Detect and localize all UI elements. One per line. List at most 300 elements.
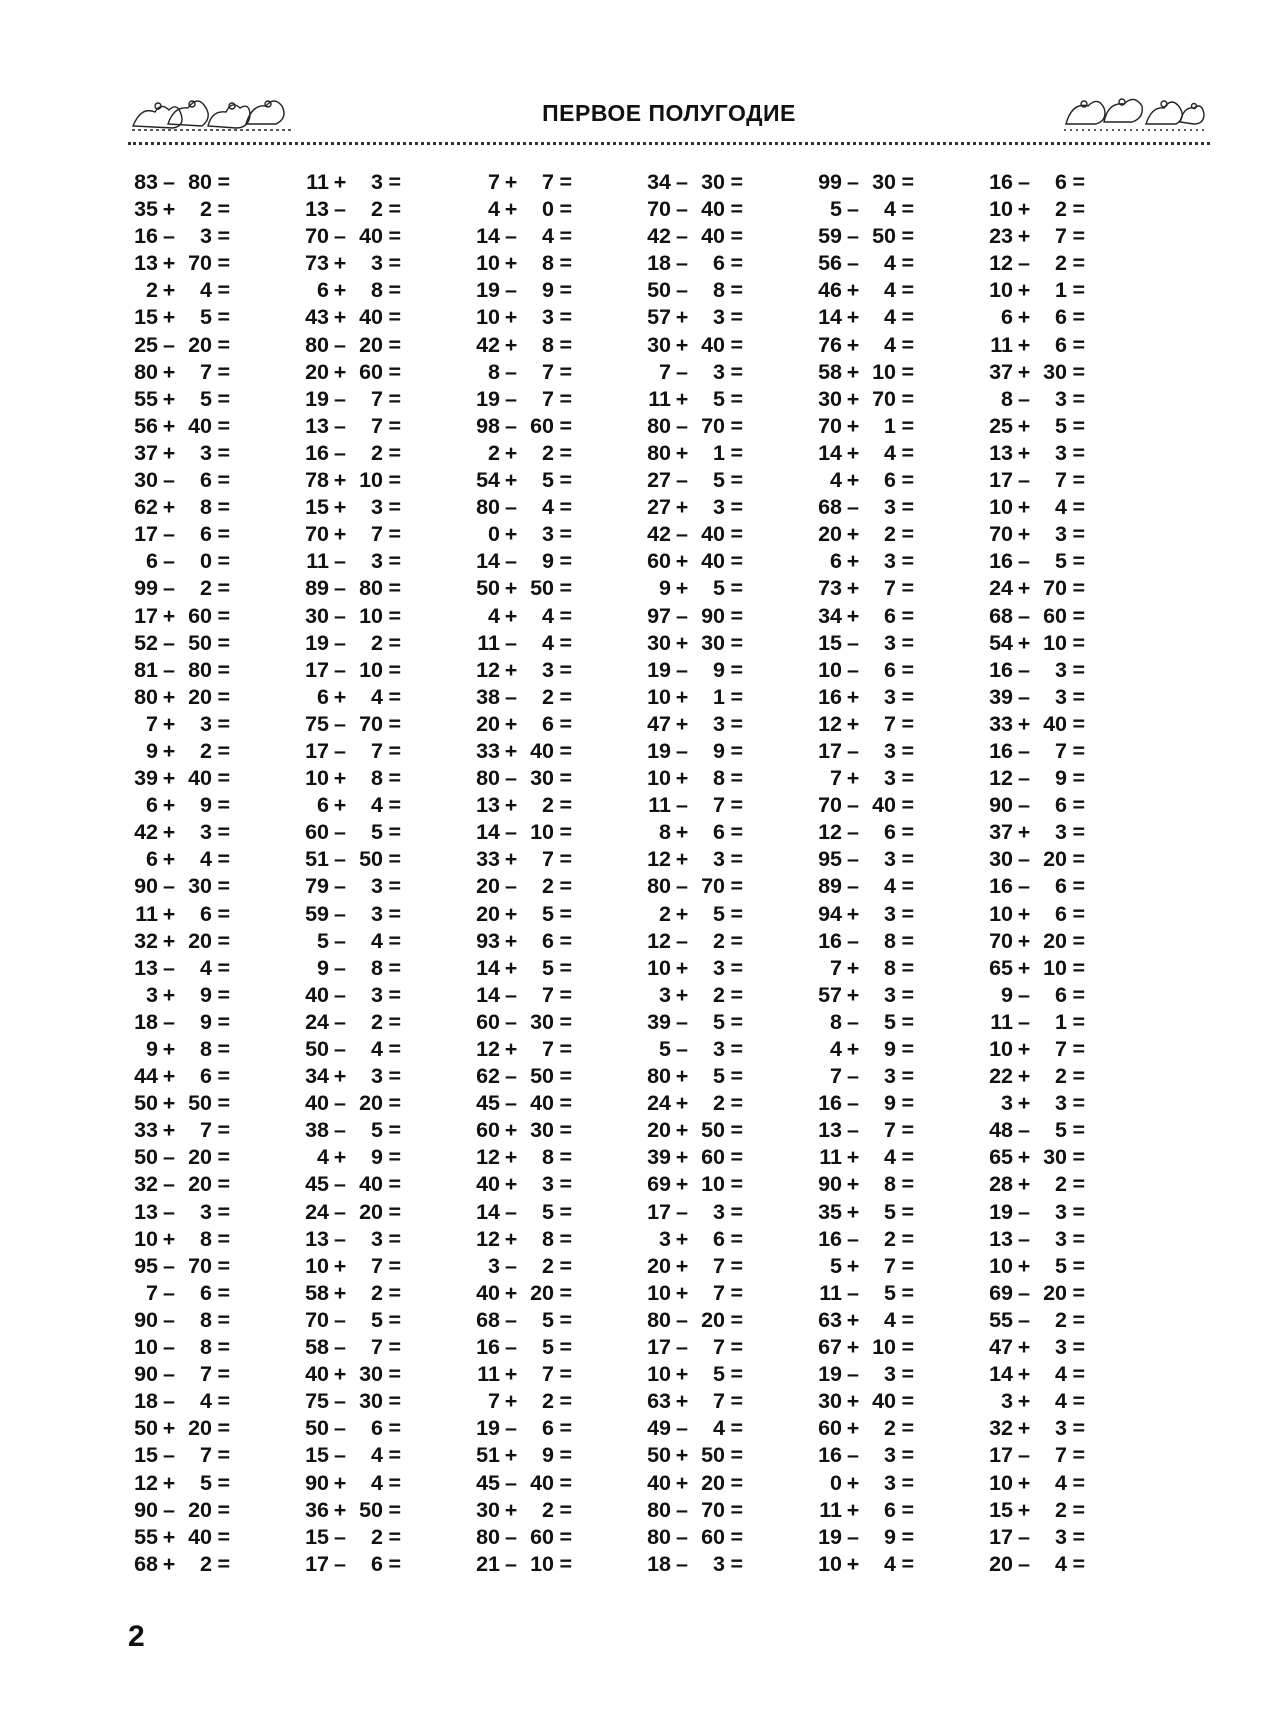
exercise: 4 + 9 = xyxy=(830,1037,914,1061)
exercise: 22 + 2 = xyxy=(989,1064,1085,1089)
exercise: 83 – 80 = xyxy=(134,170,230,194)
exercise: 10 + 8 = xyxy=(305,766,401,791)
exercise: 90 – 6 = xyxy=(989,793,1085,818)
exercise: 55 + 40 = xyxy=(134,1524,230,1549)
exercise: 69 + 10 = xyxy=(647,1172,743,1197)
exercise: 19 – 7 = xyxy=(476,386,572,411)
exercise: 70 + 20 = xyxy=(989,928,1085,953)
exercise: 12 + 5 = xyxy=(134,1470,230,1495)
exercise: 13 – 3 = xyxy=(989,1226,1085,1251)
exercise: 80 – 30 = xyxy=(476,766,572,791)
exercise: 3 – 2 = xyxy=(488,1253,572,1278)
exercise: 50 + 50 = xyxy=(476,576,572,601)
exercise: 13 + 3 = xyxy=(989,440,1085,465)
exercise: 30 – 10 = xyxy=(305,603,401,628)
exercise: 98 – 60 = xyxy=(476,413,572,438)
exercise: 50 + 20 = xyxy=(134,1416,230,1441)
exercise: 34 – 30 = xyxy=(647,170,743,194)
exercise: 58 + 10 = xyxy=(818,359,914,384)
exercise: 11 + 5 = xyxy=(648,386,743,411)
exercise: 11 – 7 = xyxy=(648,793,743,818)
exercise: 17 – 7 = xyxy=(989,1443,1085,1468)
exercise: 70 – 40 = xyxy=(818,793,914,818)
exercise: 11 + 6 = xyxy=(819,1497,914,1522)
exercise: 73 + 3 = xyxy=(305,251,401,276)
exercise: 33 + 40 = xyxy=(476,738,572,763)
exercise: 24 – 2 = xyxy=(305,1009,401,1034)
exercise: 68 – 3 = xyxy=(818,495,914,520)
exercise: 5 – 3 = xyxy=(659,1037,743,1061)
exercise-column xyxy=(299,169,469,1578)
exercise: 14 – 10 = xyxy=(476,820,572,845)
exercise: 89 – 80 = xyxy=(305,576,401,601)
exercise: 16 – 6 = xyxy=(989,874,1085,899)
exercise: 6 + 4 = xyxy=(146,847,230,872)
exercise: 12 – 9 = xyxy=(989,766,1085,791)
exercise: 8 – 5 = xyxy=(830,1009,914,1034)
exercise: 99 – 2 = xyxy=(134,576,230,601)
exercise: 70 – 40 = xyxy=(647,197,743,222)
exercise: 58 + 2 = xyxy=(305,1280,401,1305)
exercise: 10 + 4 = xyxy=(989,495,1085,520)
exercise: 25 – 20 = xyxy=(134,332,230,357)
exercise: 42 – 40 = xyxy=(647,522,743,547)
exercise: 6 + 4 = xyxy=(317,684,401,709)
exercise: 19 – 6 = xyxy=(476,1416,572,1441)
exercise-column xyxy=(641,169,811,1578)
exercise: 10 – 8 = xyxy=(134,1335,230,1360)
exercise: 5 + 7 = xyxy=(830,1253,914,1278)
exercise: 4 + 0 = xyxy=(488,197,572,222)
exercise: 10 + 7 = xyxy=(989,1037,1085,1061)
exercise: 78 + 10 = xyxy=(305,468,401,493)
exercise: 3 + 9 = xyxy=(146,982,230,1007)
exercise: 10 + 7 = xyxy=(305,1253,401,1278)
exercise: 24 + 2 = xyxy=(647,1091,743,1116)
exercise: 6 + 6 = xyxy=(1001,305,1085,330)
exercise: 56 + 40 = xyxy=(134,413,230,438)
exercise: 6 + 9 = xyxy=(146,793,230,818)
exercise: 16 – 3 = xyxy=(989,657,1085,682)
exercise: 38 – 5 = xyxy=(305,1118,401,1143)
exercise: 16 – 2 = xyxy=(305,440,401,465)
exercise: 7 + 3 = xyxy=(830,766,914,791)
exercise: 33 + 40 = xyxy=(989,711,1085,736)
exercise: 20 + 5 = xyxy=(476,901,572,926)
exercise: 57 + 3 = xyxy=(647,305,743,330)
page-title: ПЕРВОЕ ПОЛУГОДИЕ xyxy=(542,100,796,126)
exercise: 68 – 60 = xyxy=(989,603,1085,628)
exercise: 63 + 4 = xyxy=(818,1307,914,1332)
exercise: 13 + 70 = xyxy=(134,251,230,276)
exercise: 44 + 6 = xyxy=(134,1064,230,1089)
exercise: 68 – 5 = xyxy=(476,1307,572,1332)
exercise: 18 – 6 = xyxy=(647,251,743,276)
exercise: 55 + 5 = xyxy=(134,386,230,411)
exercise: 60 + 30 = xyxy=(476,1118,572,1143)
exercise: 32 + 20 = xyxy=(134,928,230,953)
exercise: 20 – 4 = xyxy=(989,1551,1085,1576)
exercise: 6 + 8 = xyxy=(317,278,401,303)
exercise: 20 + 50 = xyxy=(647,1118,743,1143)
exercise: 59 – 3 = xyxy=(305,901,401,926)
exercise: 35 + 2 = xyxy=(134,197,230,222)
exercise: 14 – 9 = xyxy=(476,549,572,574)
exercise: 56 – 4 = xyxy=(818,251,914,276)
exercise: 60 – 5 = xyxy=(305,820,401,845)
exercise: 90 – 30 = xyxy=(134,874,230,899)
page-number: 2 xyxy=(128,1620,145,1653)
exercise: 16 – 5 = xyxy=(476,1335,572,1360)
exercise: 37 + 3 = xyxy=(989,820,1085,845)
exercise: 37 + 3 = xyxy=(134,440,230,465)
exercise: 37 + 30 = xyxy=(989,359,1085,384)
exercise: 9 – 8 = xyxy=(317,955,401,980)
exercise: 3 + 6 = xyxy=(659,1226,743,1251)
exercise: 13 – 3 = xyxy=(134,1199,230,1224)
exercise: 75 – 30 = xyxy=(305,1389,401,1414)
exercise: 60 + 40 = xyxy=(647,549,743,574)
exercise: 19 – 9 = xyxy=(647,657,743,682)
exercise: 15 – 7 = xyxy=(134,1443,230,1468)
exercise: 76 + 4 = xyxy=(818,332,914,357)
exercise: 12 + 8 = xyxy=(476,1145,572,1170)
exercise: 10 + 8 = xyxy=(476,251,572,276)
exercise: 17 – 6 = xyxy=(305,1551,401,1576)
exercise: 30 – 20 = xyxy=(989,847,1085,872)
exercise: 49 – 4 = xyxy=(647,1416,743,1441)
exercise: 23 + 7 = xyxy=(989,224,1085,249)
exercise: 17 – 7 = xyxy=(305,738,401,763)
exercise: 33 + 7 = xyxy=(134,1118,230,1143)
exercise: 16 – 8 = xyxy=(818,928,914,953)
exercise: 5 – 4 = xyxy=(317,928,401,953)
exercise: 62 + 8 = xyxy=(134,495,230,520)
exercise: 90 + 4 = xyxy=(305,1470,401,1495)
exercise: 32 – 20 = xyxy=(134,1172,230,1197)
exercise-column xyxy=(470,169,640,1578)
exercise: 33 + 7 = xyxy=(476,847,572,872)
exercise: 40 – 3 = xyxy=(305,982,401,1007)
exercise: 68 + 2 = xyxy=(134,1551,230,1576)
exercise: 80 – 20 = xyxy=(647,1307,743,1332)
exercise: 5 – 4 = xyxy=(830,197,914,222)
exercise: 30 + 30 = xyxy=(647,630,743,655)
exercise: 16 – 5 = xyxy=(989,549,1085,574)
exercise: 45 – 40 = xyxy=(476,1091,572,1116)
exercise: 4 + 9 = xyxy=(317,1145,401,1170)
exercise: 30 + 2 = xyxy=(476,1497,572,1522)
exercise: 27 + 3 = xyxy=(647,495,743,520)
exercise: 99 – 30 = xyxy=(818,170,914,194)
exercise: 17 – 3 = xyxy=(989,1524,1085,1549)
exercise: 94 + 3 = xyxy=(818,901,914,926)
exercise: 19 – 3 = xyxy=(989,1199,1085,1224)
exercise: 58 – 7 = xyxy=(305,1335,401,1360)
exercise: 10 + 1 = xyxy=(647,684,743,709)
exercise: 10 + 8 = xyxy=(134,1226,230,1251)
exercise: 80 – 70 = xyxy=(647,874,743,899)
exercise: 40 + 20 = xyxy=(647,1470,743,1495)
exercise: 27 – 5 = xyxy=(647,468,743,493)
exercise: 17 + 60 = xyxy=(134,603,230,628)
exercise: 60 + 2 = xyxy=(818,1416,914,1441)
exercise: 12 – 6 = xyxy=(818,820,914,845)
exercise: 7 – 3 = xyxy=(659,359,743,384)
exercise: 9 + 8 = xyxy=(146,1037,230,1061)
exercise: 7 + 2 = xyxy=(488,1389,572,1414)
exercise: 12 + 7 = xyxy=(818,711,914,736)
exercise: 81 – 80 = xyxy=(134,657,230,682)
exercise: 75 – 70 = xyxy=(305,711,401,736)
exercise: 10 + 4 = xyxy=(818,1551,914,1576)
exercise: 14 – 7 = xyxy=(476,982,572,1007)
exercise: 9 – 6 = xyxy=(1001,982,1085,1007)
exercise: 16 – 6 = xyxy=(989,170,1085,194)
exercise: 52 – 50 = xyxy=(134,630,230,655)
exercise: 35 + 5 = xyxy=(818,1199,914,1224)
exercise: 30 + 40 = xyxy=(818,1389,914,1414)
exercise: 7 + 8 = xyxy=(830,955,914,980)
exercise: 15 – 3 = xyxy=(818,630,914,655)
exercise: 14 + 4 = xyxy=(818,305,914,330)
exercise: 63 + 7 = xyxy=(647,1389,743,1414)
exercise: 6 – 0 = xyxy=(146,549,230,574)
exercise: 50 – 6 = xyxy=(305,1416,401,1441)
exercise: 3 + 2 = xyxy=(659,982,743,1007)
exercise: 13 – 3 = xyxy=(305,1226,401,1251)
exercise: 95 – 3 = xyxy=(818,847,914,872)
exercise: 40 + 3 = xyxy=(476,1172,572,1197)
exercise: 7 – 3 = xyxy=(830,1064,914,1089)
exercise: 28 + 2 = xyxy=(989,1172,1085,1197)
exercise: 65 + 10 = xyxy=(989,955,1085,980)
exercise: 20 – 2 = xyxy=(476,874,572,899)
exercise: 11 + 3 = xyxy=(306,170,401,194)
exercise: 45 – 40 = xyxy=(305,1172,401,1197)
exercise: 50 – 8 = xyxy=(647,278,743,303)
exercise: 70 + 1 = xyxy=(818,413,914,438)
exercise: 34 + 3 = xyxy=(305,1064,401,1089)
exercise: 80 – 60 = xyxy=(476,1524,572,1549)
exercise: 2 + 4 = xyxy=(146,278,230,303)
exercise: 13 – 2 = xyxy=(305,197,401,222)
exercise: 14 + 4 = xyxy=(989,1362,1085,1387)
exercise: 3 + 3 = xyxy=(1001,1091,1085,1116)
exercise: 10 + 6 = xyxy=(989,901,1085,926)
exercise: 40 + 20 = xyxy=(476,1280,572,1305)
exercise: 14 + 4 = xyxy=(818,440,914,465)
exercise: 24 + 70 = xyxy=(989,576,1085,601)
exercise: 80 – 70 = xyxy=(647,413,743,438)
exercise: 24 – 20 = xyxy=(305,1199,401,1224)
exercise: 19 – 9 = xyxy=(647,738,743,763)
exercise: 79 – 3 = xyxy=(305,874,401,899)
exercise: 3 + 4 = xyxy=(1001,1389,1085,1414)
exercise: 13 – 7 = xyxy=(818,1118,914,1143)
exercise: 19 – 9 = xyxy=(818,1524,914,1549)
exercise: 0 + 3 = xyxy=(488,522,572,547)
exercise: 90 – 8 = xyxy=(134,1307,230,1332)
exercise: 80 – 20 = xyxy=(305,332,401,357)
exercise: 32 + 3 = xyxy=(989,1416,1085,1441)
exercise: 15 + 2 = xyxy=(989,1497,1085,1522)
exercise: 19 – 2 = xyxy=(305,630,401,655)
exercise: 2 + 5 = xyxy=(659,901,743,926)
exercise: 70 + 7 = xyxy=(305,522,401,547)
exercise: 6 + 4 = xyxy=(317,793,401,818)
exercise: 39 + 40 = xyxy=(134,766,230,791)
exercise: 12 + 3 = xyxy=(647,847,743,872)
exercise: 90 – 7 = xyxy=(134,1362,230,1387)
exercise: 51 – 50 = xyxy=(305,847,401,872)
exercise: 54 + 10 = xyxy=(989,630,1085,655)
exercise: 80 + 1 = xyxy=(647,440,743,465)
exercise: 13 – 4 = xyxy=(134,955,230,980)
exercise: 65 + 30 = xyxy=(989,1145,1085,1170)
exercise: 47 + 3 = xyxy=(647,711,743,736)
exercise: 90 – 20 = xyxy=(134,1497,230,1522)
exercise: 13 + 2 = xyxy=(476,793,572,818)
exercise: 46 + 4 = xyxy=(818,278,914,303)
exercise: 17 – 7 = xyxy=(647,1335,743,1360)
exercise: 15 – 2 = xyxy=(305,1524,401,1549)
exercise: 16 – 3 = xyxy=(818,1443,914,1468)
exercise: 15 + 3 = xyxy=(305,495,401,520)
exercise: 50 – 4 = xyxy=(305,1037,401,1061)
exercise: 16 – 7 = xyxy=(989,738,1085,763)
exercise: 51 + 9 = xyxy=(476,1443,572,1468)
exercise: 57 + 3 = xyxy=(818,982,914,1007)
exercise: 20 + 7 = xyxy=(647,1253,743,1278)
exercise: 14 + 5 = xyxy=(476,955,572,980)
exercise: 0 + 3 = xyxy=(830,1470,914,1495)
exercise: 12 – 2 = xyxy=(989,251,1085,276)
exercise: 16 – 9 = xyxy=(818,1091,914,1116)
exercise: 10 + 7 = xyxy=(647,1280,743,1305)
exercise: 54 + 5 = xyxy=(476,468,572,493)
exercise: 14 – 4 = xyxy=(476,224,572,249)
exercise: 60 – 30 = xyxy=(476,1009,572,1034)
exercises-grid xyxy=(128,169,1238,1576)
exercise-column xyxy=(983,169,1153,1578)
exercise: 6 + 3 = xyxy=(830,549,914,574)
exercise: 59 – 50 = xyxy=(818,224,914,249)
exercise: 18 – 4 = xyxy=(134,1389,230,1414)
exercise: 7 + 7 = xyxy=(488,170,572,194)
exercise: 15 + 5 = xyxy=(134,305,230,330)
exercise: 10 + 8 = xyxy=(647,766,743,791)
exercise: 80 + 7 = xyxy=(134,359,230,384)
exercise: 20 + 6 = xyxy=(476,711,572,736)
exercise: 10 + 3 = xyxy=(476,305,572,330)
exercise: 70 – 40 = xyxy=(305,224,401,249)
exercise: 40 – 20 = xyxy=(305,1091,401,1116)
exercise: 13 – 7 = xyxy=(305,413,401,438)
exercise: 12 – 2 = xyxy=(647,928,743,953)
exercise: 70 – 5 = xyxy=(305,1307,401,1332)
exercise: 42 + 8 = xyxy=(476,332,572,357)
exercise: 10 + 4 = xyxy=(989,1470,1085,1495)
exercise: 12 + 8 = xyxy=(476,1226,572,1251)
exercise: 11 – 3 = xyxy=(306,549,401,574)
exercise: 39 – 5 = xyxy=(647,1009,743,1034)
animals-illustration-right xyxy=(1060,84,1210,136)
exercise: 97 – 90 = xyxy=(647,603,743,628)
exercise: 10 + 1 = xyxy=(989,278,1085,303)
exercise: 80 – 70 = xyxy=(647,1497,743,1522)
exercise: 70 + 3 = xyxy=(989,522,1085,547)
exercise: 34 + 6 = xyxy=(818,603,914,628)
exercise: 8 – 7 = xyxy=(488,359,572,384)
exercise: 11 + 6 = xyxy=(990,332,1085,357)
exercise: 9 + 5 = xyxy=(659,576,743,601)
header-divider xyxy=(128,142,1210,145)
exercise: 10 – 6 = xyxy=(818,657,914,682)
exercise: 4 + 4 = xyxy=(488,603,572,628)
exercise: 8 + 6 = xyxy=(659,820,743,845)
exercise: 55 – 2 = xyxy=(989,1307,1085,1332)
exercise: 39 + 60 = xyxy=(647,1145,743,1170)
exercise: 11 – 1 = xyxy=(990,1009,1085,1034)
exercise: 15 – 4 = xyxy=(305,1443,401,1468)
exercise: 11 – 5 = xyxy=(819,1280,914,1305)
exercise: 7 + 3 = xyxy=(146,711,230,736)
exercise: 50 + 50 = xyxy=(647,1443,743,1468)
exercise: 18 – 9 = xyxy=(134,1009,230,1034)
exercise: 10 + 2 = xyxy=(989,197,1085,222)
exercise: 50 + 50 = xyxy=(134,1091,230,1116)
exercise: 62 – 50 = xyxy=(476,1064,572,1089)
exercise: 90 + 8 = xyxy=(818,1172,914,1197)
exercise: 18 – 3 = xyxy=(647,1551,743,1576)
exercise: 12 + 7 = xyxy=(476,1037,572,1061)
exercise: 42 + 3 = xyxy=(134,820,230,845)
exercise: 69 – 20 = xyxy=(989,1280,1085,1305)
exercise: 30 + 40 = xyxy=(647,332,743,357)
exercise: 45 – 40 = xyxy=(476,1470,572,1495)
exercise: 10 + 3 = xyxy=(647,955,743,980)
exercise: 20 + 60 = xyxy=(305,359,401,384)
exercise: 43 + 40 = xyxy=(305,305,401,330)
exercise: 40 + 30 = xyxy=(305,1362,401,1387)
exercise: 8 – 3 = xyxy=(1001,386,1085,411)
exercise: 16 – 3 = xyxy=(134,224,230,249)
exercise: 12 + 3 = xyxy=(476,657,572,682)
exercise: 30 + 70 = xyxy=(818,386,914,411)
exercise: 11 – 4 = xyxy=(477,630,572,655)
exercise-column xyxy=(812,169,982,1578)
exercise: 25 + 5 = xyxy=(989,413,1085,438)
exercise: 36 + 50 = xyxy=(305,1497,401,1522)
exercise: 7 – 6 = xyxy=(146,1280,230,1305)
exercise: 50 – 20 = xyxy=(134,1145,230,1170)
exercise: 48 – 5 = xyxy=(989,1118,1085,1143)
exercise: 16 + 3 = xyxy=(818,684,914,709)
exercise: 67 + 10 = xyxy=(818,1335,914,1360)
exercise: 80 + 5 = xyxy=(647,1064,743,1089)
exercise: 17 – 10 = xyxy=(305,657,401,682)
exercise: 17 – 3 = xyxy=(818,738,914,763)
exercise: 9 + 2 = xyxy=(146,738,230,763)
exercise: 19 – 3 = xyxy=(818,1362,914,1387)
exercise: 11 + 7 = xyxy=(477,1362,572,1387)
exercise: 73 + 7 = xyxy=(818,576,914,601)
exercise: 80 – 4 = xyxy=(476,495,572,520)
exercise: 20 + 2 = xyxy=(818,522,914,547)
exercise: 93 + 6 = xyxy=(476,928,572,953)
exercise: 17 – 3 = xyxy=(647,1199,743,1224)
